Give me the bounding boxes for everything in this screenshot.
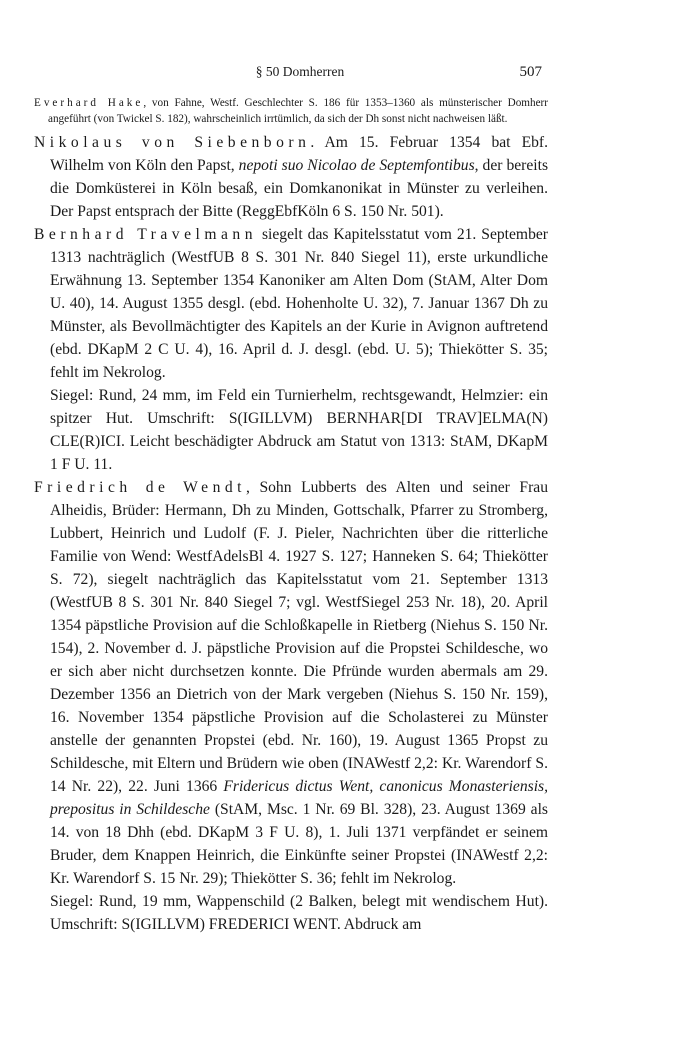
entry-text: . Am 15. Februar 1354 bat Ebf. Wilhelm von Köln den Papst, [50,134,548,174]
entry-name: Everhard Hake [34,97,144,109]
entry-text: , der bereits die Domküsterei in Köln besaß, ein Domkanonikat in Münster zu verleihen. Der Papst entsprach der Bitte (ReggEbfKöln 6 S. 150 Nr. 501). [50,157,549,220]
seal-description: Siegel: Rund, 24 mm, im Feld ein Turnierhelm, rechtsgewandt, Helmzier: ein spitzer Hut. Umschrift: S(IGILLVM) BERNHAR[DI TRAV]ELMA(N) CLE(R)ICI. Leicht beschädigter Abdruck am Statut von 1313: StAM, DKapM 1 F U. 11. [50,387,548,473]
entry-nikolaus-von-siebenborn [34,131,548,223]
entry-friedrich-de-wendt [34,476,548,890]
entry-italic-quote: Fridericus dictus Went, canonicus Monasteriensis, prepositus in Schildesche [50,778,548,818]
running-header [58,64,542,84]
entry-text: , Sohn Lubberts des Alten und seiner Frau Alheidis, Brüder: Hermann, Dh zu Minden, Gottschalk, Pfarrer zu Stromberg, Lubbert, Heinrich und Ludolf (F. J. Pieler, Nachrichten über die ritterliche Familie von Wend: WestfAdelsBl 4. 1927 S. 127; Hanneken S. 64; Thiekötter S. 72), siegelt nachträglich das Kapitelsstatut vom 21. September 1313 (WestfUB 8 S. 301 Nr. 840 Siegel 7; vgl. WestfSiegel 253 Nr. 18), 20. April 1354 päpstliche Provision auf die Schloßkapelle in Rietberg (Niehus S. 150 Nr. 154), 2. November d. J. päpstliche Provision auf die Propstei Schildesche, wo er sich aber nicht durchsetzen konnte. Die Pfründe wurden abermals am 29. Dezember 1356 an Dietrich von der Mark vergeben (Niehus S. 150 Nr. 159), 16. November 1354 päpstliche Provision auf die Scholasterei zu Münster anstelle der genannten Propstei (ebd. Nr. 160), 19. August 1365 Propst zu Schildesche, mit Eltern und Brüdern wie oben (INAWestf 2,2: Kr. Warendorf S. 14 Nr. 22), 22. Juni 1366 [50,479,548,795]
page-number: 507 [519,64,542,80]
entry-name: Friedrich de Wendt [34,479,247,496]
seal-description: Siegel: Rund, 19 mm, Wappenschild (2 Balken, belegt mit wendischem Hut). Umschrift: S(IGILLVM) FREDERICI WENT. Abdruck am [50,893,548,933]
entry-name: Nikolaus von Siebenborn [34,134,311,151]
entry-bernhard-travelmann [34,223,548,384]
entry-name: Bernhard Travelmann [34,226,257,243]
page-body [34,96,548,936]
entry-text: , von Fahne, Westf. Geschlechter S. 186 für 1353–1360 als münsterischer Domherr angeführt (von Twickel S. 182), wahrscheinlich irrtümlich, da sich der Dh sonst nicht nachweisen läßt. [48,97,548,125]
entry-text: (StAM, Msc. 1 Nr. 69 Bl. 328), 23. August 1369 als 14. von 18 Dhh (ebd. DKapM 3 F U. 8), 1. Juli 1371 verpfändet er seinem Bruder, dem Knappen Heinrich, die Einkünfte seiner Propstei (INAWestf 2,2: Kr. Warendorf S. 15 Nr. 29); Thiekötter S. 36; fehlt im Nekrolog. [50,801,548,887]
entry-italic-quote: nepoti suo Nicolao de Septemfontibus [238,157,475,174]
entry-text: siegelt das Kapitelsstatut vom 21. September 1313 nachträglich (WestfUB 8 S. 301 Nr. 840 Siegel 11), erste urkundliche Erwähnung 13. September 1354 Kanoniker am Alten Dom (StAM, Alter Dom U. 40), 14. August 1355 desgl. (ebd. Hohenholte U. 32), 7. Januar 1367 Dh zu Münster, als Bevollmächtigter des Kapitels an der Kurie in Avignon auftretend (ebd. DKapM 2 C U. 4), 16. April d. J. desgl. (ebd. U. 5); Thiekötter S. 35; fehlt im Nekrolog. [50,226,548,381]
header-title: § 50 Domherren [255,64,345,79]
entry-everhard-hake [34,96,548,127]
